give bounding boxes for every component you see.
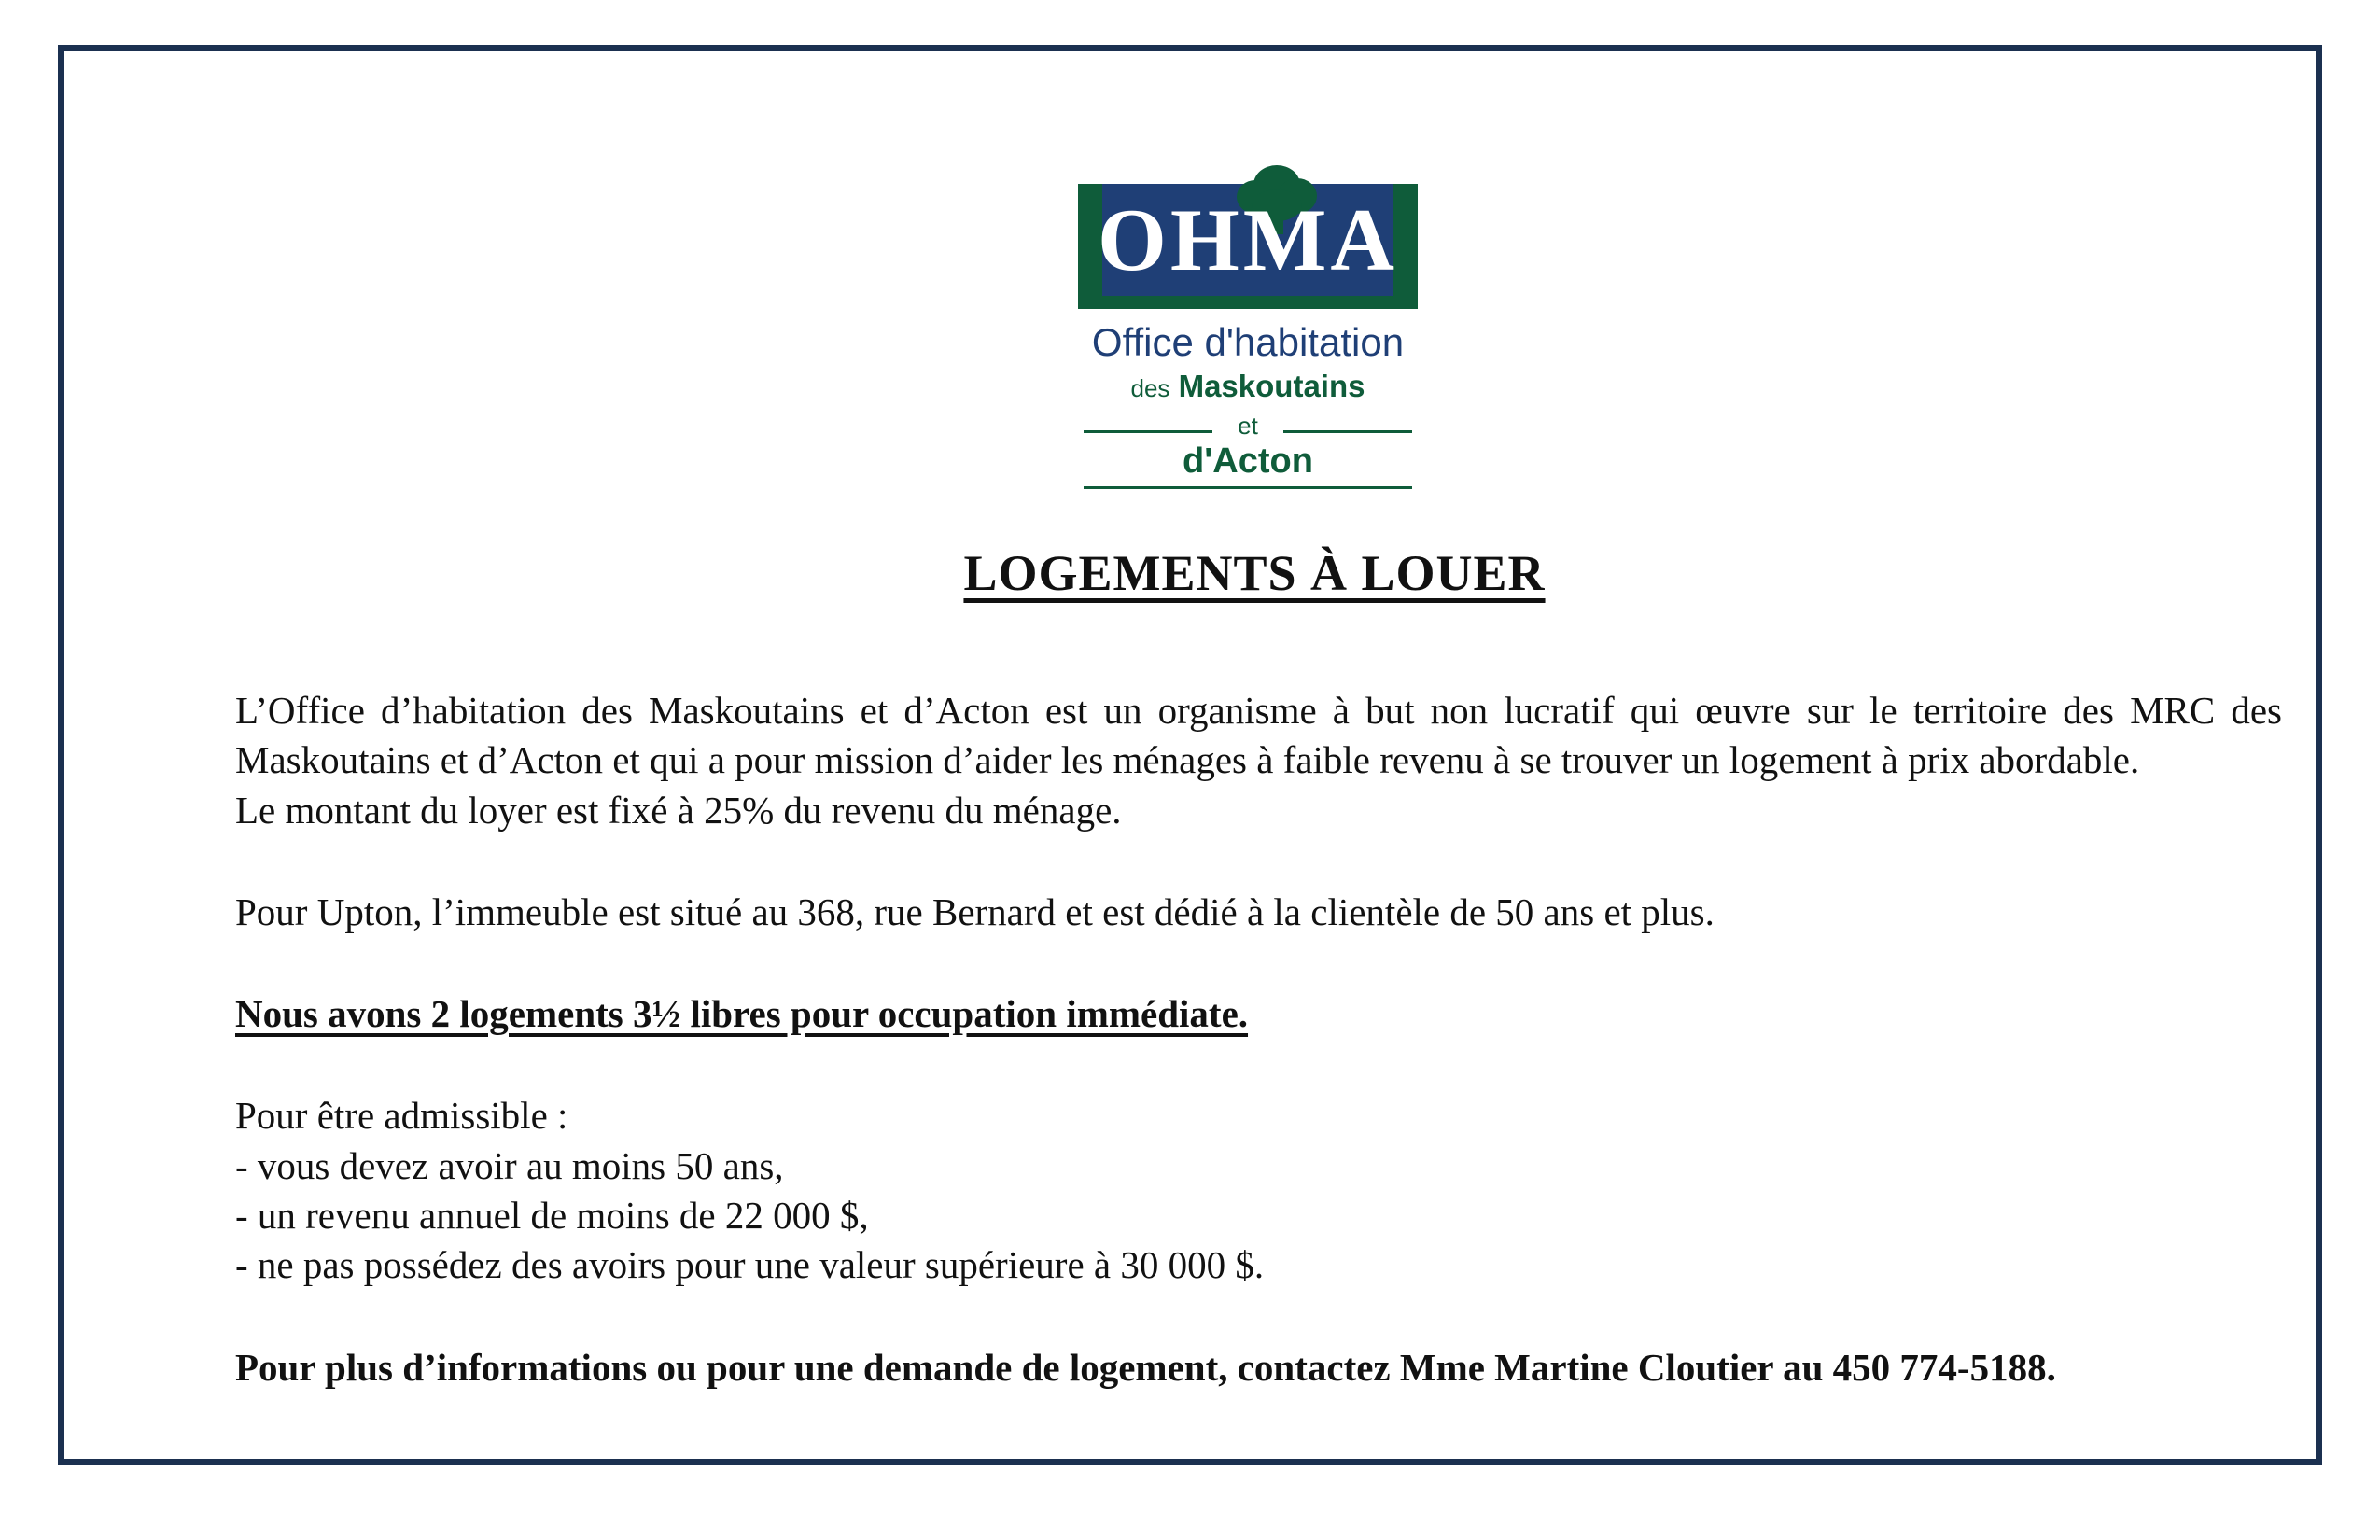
paragraph-intro: L’Office d’habitation des Maskoutains et d’Acton est un organisme à but non lucratif qui œuvre sur le territoire des MRC des Maskoutains et d’Acton et qui a pour mission d’aider les ménages à faible revenu à se trouver un logement à prix abordable. [235, 689, 2282, 782]
logo-line-des: des [1130, 374, 1170, 402]
logo-acronym: OHMA [1097, 190, 1399, 289]
logo-line-acton: d'Acton [1183, 441, 1313, 481]
eligibility-item: - vous devez avoir au moins 50 ans, [235, 1143, 784, 1187]
paragraph-upton: Pour Upton, l’immeuble est situé au 368, rue Bernard et est dédié à la clientèle de 50 ans et plus. [235, 889, 1715, 933]
logo-line-maskoutains [1071, 369, 1425, 404]
eligibility-item: - ne pas possédez des avoirs pour une valeur supérieure à 30 000 $. [235, 1243, 1265, 1287]
ohma-logo [1071, 161, 1425, 483]
page-border [58, 45, 2322, 1465]
eligibility-heading: Pour être admissible : [235, 1094, 568, 1138]
page-title: LOGEMENTS À LOUER [963, 545, 1546, 601]
spacer [235, 1291, 2282, 1343]
logo-banner-underbar [1078, 296, 1418, 309]
logo-line-office: Office d'habitation [1091, 320, 1405, 364]
paragraph-availability: Nous avons 2 logements 3½ libres pour occupation immédiate. [235, 992, 1249, 1036]
document-body [235, 686, 2282, 1393]
spacer [235, 835, 2282, 888]
logo-divider-bottom [1084, 486, 1412, 489]
paragraph-contact: Pour plus d’informations ou pour une demande de logement, contactez Mme Martine Cloutier au 450 774-5188. [235, 1345, 2056, 1389]
spacer [235, 1039, 2282, 1091]
eligibility-item: - un revenu annuel de moins de 22 000 $, [235, 1194, 869, 1238]
spacer [235, 937, 2282, 989]
logo-line-et: et [1238, 412, 1258, 440]
paragraph-rent: Le montant du loyer est fixé à 25% du revenu du ménage. [235, 788, 1122, 832]
logo-line-maskoutains-word: Maskoutains [1178, 369, 1365, 403]
